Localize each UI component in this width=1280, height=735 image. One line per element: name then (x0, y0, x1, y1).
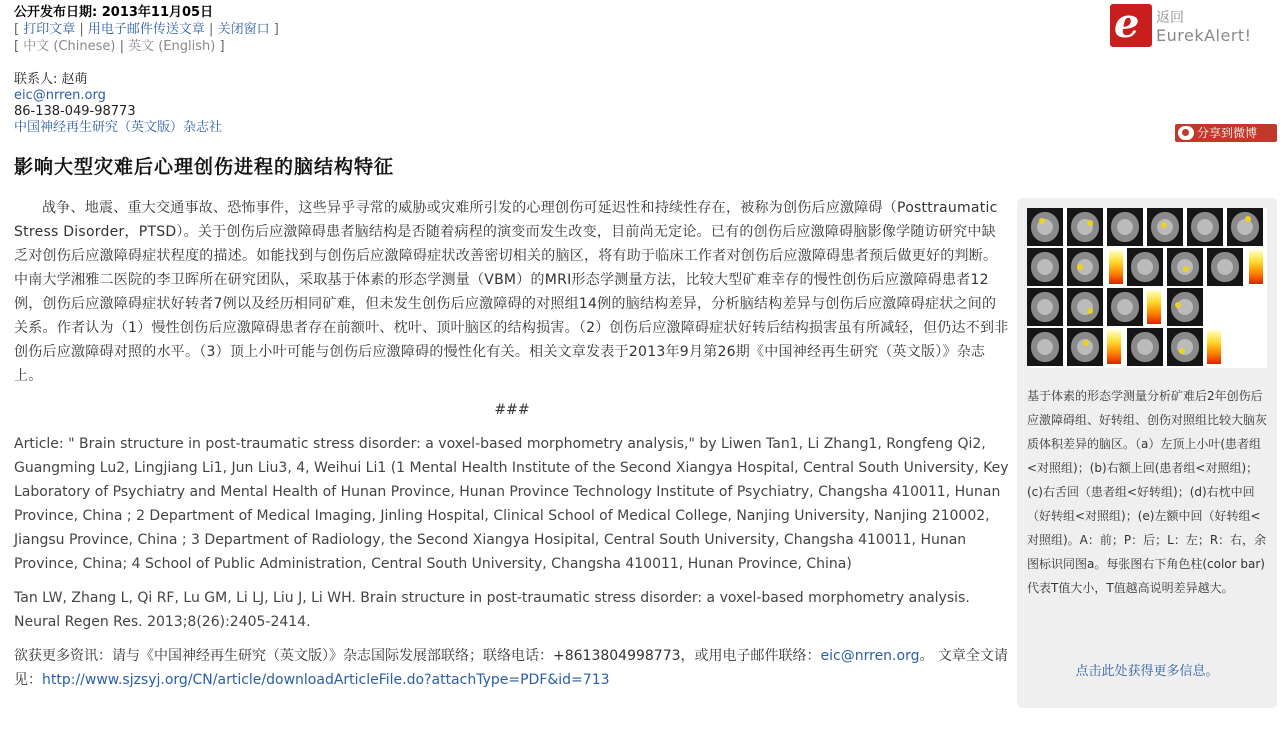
mri-slice (1027, 248, 1063, 286)
mri-slice (1127, 248, 1163, 286)
mri-slice (1027, 328, 1063, 366)
mri-slice (1107, 208, 1143, 246)
mri-figure-image[interactable] (1027, 208, 1267, 368)
article-citation: Article: " Brain structure in post-traumatic stress disorder: a voxel-based morphometry analysis," by Liwen Tan1, Li Zhang1, Rongfeng Qi2, Guangming Lu2, Lingjiang Li1, Jun Liu3, 4, Weihui Li1 (1 Mental Health Institute of the Second Xiangya Hospital, Central South University, Key Laboratory of Psychiatry and Mental Health of Hunan Province, Hunan Province Technology Institute of Psychiatry, Changsha 410011, Hunan Province, China ; 2 Department of Medical Imaging, Jinling Hospital, Clinical School of Medical College, Nanjing University, Nanjing 210002, Jiangsu Province, China ; 3 Department of Radiology, the Second Xiangya Hosipital, Central South University, Changsha 410011, Hunan Province, China; 4 School of Public Administration, Central South University, Changsha 410011, Hunan Province, China) (14, 436, 1009, 572)
language-switch: [ 中文 (Chinese) | 英文 (English) ] (14, 39, 225, 54)
share-weibo-label: 分享到微博 (1197, 126, 1258, 140)
mri-slice (1227, 208, 1263, 246)
section-divider: ### (494, 402, 530, 418)
mri-slice (1067, 208, 1103, 246)
mri-slice (1167, 288, 1203, 326)
more-info-link[interactable]: 点击此处获得更多信息。 (1075, 664, 1219, 679)
release-date: 公开发布日期: 2013年11月05日 (14, 5, 214, 20)
mri-slice (1127, 328, 1163, 366)
eurekalert-logo-link[interactable] (1110, 0, 1255, 48)
image-sidebar (1017, 198, 1277, 708)
contact-block (14, 72, 222, 136)
mri-slice (1207, 248, 1243, 286)
more-info-email-link[interactable]: eic@nrren.org (820, 648, 920, 664)
color-bar (1109, 250, 1123, 284)
mri-slice (1167, 248, 1203, 286)
contact-org-link[interactable]: 中国神经再生研究（英文版）杂志社 (14, 120, 223, 135)
color-bar (1147, 290, 1161, 324)
lang-english-link[interactable]: 英文 (English) (128, 39, 216, 54)
color-bar (1249, 250, 1263, 284)
page-title: 影响大型灾难后心理创伤进程的脑结构特征 (14, 156, 395, 178)
article-paragraph: 战争、地震、重大交通事故、恐怖事件，这些异乎寻常的威胁或灾难所引发的心理创伤可延迟性和持续性存在，被称为创伤后应激障碍（Posttraumatic Stress Disorder，PTSD）。关于创伤后应激障碍患者脑结构是否随着病程的演变而发生改变，目前尚无定论。已有的创伤后应激障碍脑影像学随访研究中缺乏对创伤后应激障碍症状程度的描述。如能找到与创伤后应激障碍症状改善密切相关的脑区，将有助于临床工作者对创伤后应激障碍患者预后做更好的判断。中南大学湘雅二医院的李卫晖所在研究团队，采取基于体素的形态学测量（VBM）的MRI形态学测量方法，比较大型矿难幸存的慢性创伤后应激障碍患者12例，创伤后应激障碍症状好转者7例以及经历相同矿难，但未发生创伤后应激障碍的对照组14例的脑结构差异，分析脑结构差异与创伤后应激障碍症状之间的关系。作者认为（1）慢性创伤后应激障碍患者存在前额叶、枕叶、顶叶脑区的结构损害。（2）创伤后应激障碍症状好转后结构损害虽有所减轻，但仍达不到非创伤后应激障碍对照的水平。（3）顶上小叶可能与创伤后应激障碍的慢性化有关。相关文章发表于2013年9月第26期《中国神经再生研究（英文版）》杂志上。 (14, 200, 1009, 384)
print-article-link[interactable]: 打印文章 (23, 22, 76, 37)
figure-caption: 基于体素的形态学测量分析矿难后2年创伤后应激障碍组、好转组、创伤对照组比较大脑灰质体积差异的脑区。（a）左顶上小叶(患者组<对照组)；(b)右额上回(患者组<对照组)；(c)右舌回（患者组<好转组)；(d)右枕中回（好转组<对照组)；(e)左额中回（好转组<对照组)。A：前；P：后；L：左；R：右，余图标识同图a。每张图右下角色柱(color bar)代表T值大小，T值越高说明差异越大。 (1027, 389, 1268, 595)
mri-slice (1147, 208, 1183, 246)
header-meta (14, 4, 279, 55)
full-text-link[interactable]: http://www.sjzsyj.org/CN/article/downloadArticleFile.do?attachType=PDF&id=713 (42, 672, 610, 688)
mri-slice (1067, 288, 1103, 326)
article-reference: Tan LW, Zhang L, Qi RF, Lu GM, Li LJ, Liu J, Li WH. Brain structure in post-traumatic stress disorder: a voxel-based morphometry analysis. Neural Regen Res. 2013;8(26):2405-2414. (14, 590, 970, 630)
mri-slice (1067, 248, 1103, 286)
mri-slice (1107, 288, 1143, 326)
mri-slice (1027, 208, 1063, 246)
weibo-icon (1178, 126, 1194, 140)
contact-phone: 86-138-049-98773 (14, 104, 136, 119)
mri-slice (1067, 328, 1103, 366)
logo-brand: EurekAlert! (1156, 26, 1252, 45)
email-article-link[interactable]: 用电子邮件传送文章 (87, 22, 205, 37)
close-window-link[interactable]: 关闭窗口 (217, 22, 270, 37)
color-bar (1107, 330, 1121, 364)
mri-slice (1027, 288, 1063, 326)
contact-email-link[interactable]: eic@nrren.org (14, 88, 106, 103)
article-actions: [ 打印文章 | 用电子邮件传送文章 | 关闭窗口 ] (14, 22, 279, 37)
eurekalert-logo-icon: e (1110, 4, 1152, 47)
article-body (14, 196, 1010, 702)
mri-slice (1187, 208, 1223, 246)
color-bar (1207, 330, 1221, 364)
lang-chinese-link[interactable]: 中文 (Chinese) (23, 39, 116, 54)
more-info: 欲获更多资讯：请与《中国神经再生研究（英文版）》杂志国际发展部联络；联络电话：+8613804998773，或用电子邮件联络：eic@nrren.org。 文章全文请见：http://www.sjzsyj.org/CN/article/downloadArticleFile.do?attachType=PDF&id=713 (14, 648, 1008, 688)
share-weibo-button[interactable] (1175, 124, 1277, 142)
logo-back-label: 返回 (1156, 10, 1184, 26)
contact-person: 联系人: 赵萌 (14, 72, 88, 87)
mri-slice (1167, 328, 1203, 366)
